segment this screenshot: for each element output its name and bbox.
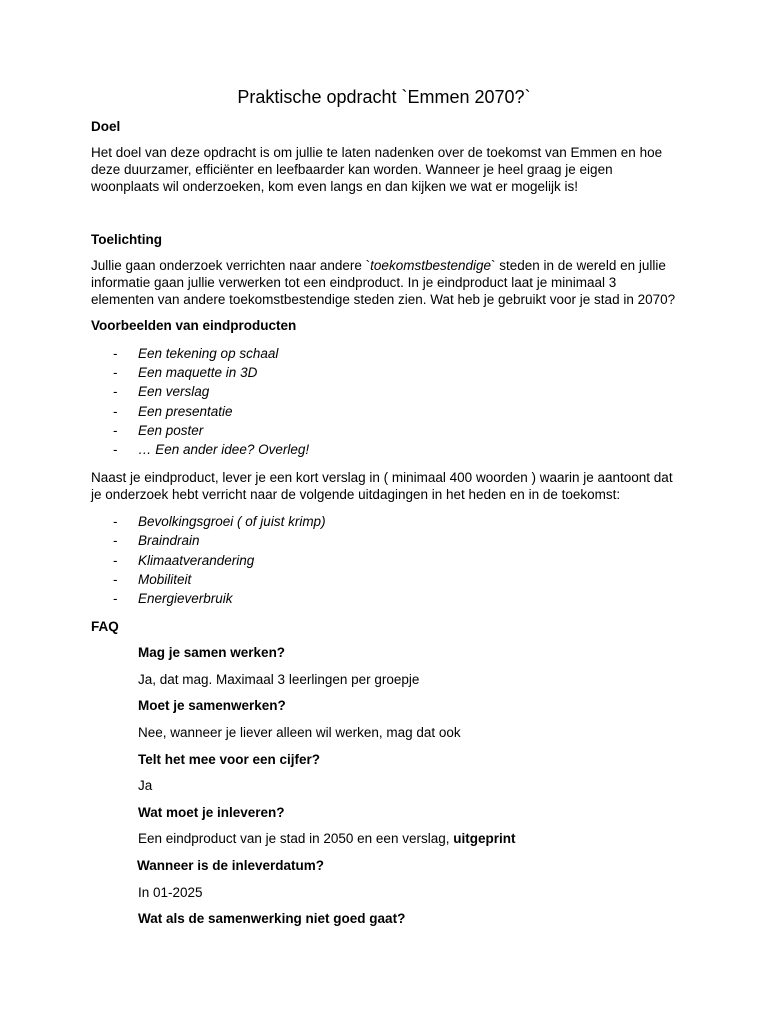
- list-dash: -: [113, 514, 118, 529]
- doel-paragraph: Het doel van deze opdracht is om jullie te laten nadenken over de toekomst van Emmen en hoe deze duurzamer, efficiënter en leefbaarder kan worden. Wanneer je heel graag je eigen woonplaats wil onderzoeken, kom even langs en dan kijken we wat er mogelijk is!: [91, 145, 663, 194]
- page-title: Praktische opdracht `Emmen 2070?`: [237, 87, 531, 107]
- list-item: … Een ander idee? Overleg!: [138, 442, 310, 457]
- toelichting-text-after: ` steden in de wereld en jullie informatie gaan jullie verwerken tot een eindproduct. In je eindproduct laat je minimaal 3 elementen van andere toekomstbestendige steden zien. Wat heb je gebruikt voor je stad in 2070?: [91, 258, 676, 307]
- verslag-paragraph: Naast je eindproduct, lever je een kort verslag in ( minimaal 400 woorden ) waarin je aantoont dat je onderzoek hebt verricht naar de volgende uitdagingen in het heden en in de toekomst:: [91, 470, 673, 502]
- toelichting-heading: Toelichting: [91, 232, 162, 247]
- faq-question: Moet je samenwerken?: [138, 698, 286, 713]
- list-dash: -: [113, 346, 118, 361]
- faq-question: Telt het mee voor een cijfer?: [138, 752, 321, 767]
- voorbeelden-heading: Voorbeelden van eindproducten: [91, 318, 297, 333]
- faq-answer: In 01-2025: [138, 885, 203, 900]
- faq-answer: [138, 830, 515, 847]
- list-item: Mobiliteit: [138, 572, 192, 587]
- list-item: Een verslag: [138, 384, 210, 399]
- list-dash: -: [113, 533, 118, 548]
- list-item: Een poster: [138, 423, 204, 438]
- list-item: Braindrain: [138, 533, 200, 548]
- list-item: Energieverbruik: [138, 591, 233, 606]
- doel-heading: Doel: [91, 119, 121, 134]
- toelichting-text-italic: toekomstbestendige: [370, 258, 491, 273]
- faq-question: Wat moet je inleveren?: [138, 805, 285, 820]
- faq-answer: Nee, wanneer je liever alleen wil werken, mag dat ook: [138, 725, 461, 740]
- list-item: Een presentatie: [138, 404, 233, 419]
- list-item: Een maquette in 3D: [138, 365, 258, 380]
- list-dash: -: [113, 572, 118, 587]
- faq-answer-plain: Een eindproduct van je stad in 2050 en een verslag,: [138, 831, 454, 846]
- list-item: Een tekening op schaal: [138, 346, 279, 361]
- faq-question: Wanneer is de inleverdatum?: [137, 858, 325, 873]
- faq-heading: FAQ: [91, 619, 119, 634]
- list-dash: -: [113, 384, 118, 399]
- toelichting-text-before: Jullie gaan onderzoek verrichten naar andere `: [91, 258, 371, 273]
- faq-answer-bold: uitgeprint: [453, 831, 516, 846]
- faq-question: Wat als de samenwerking niet goed gaat?: [138, 911, 406, 926]
- list-dash: -: [113, 591, 118, 606]
- faq-answer: Ja, dat mag. Maximaal 3 leerlingen per groepje: [138, 672, 420, 687]
- faq-answer: Ja: [138, 778, 153, 793]
- list-item: Klimaatverandering: [138, 553, 255, 568]
- list-dash: -: [113, 442, 118, 457]
- list-dash: -: [113, 553, 118, 568]
- list-dash: -: [113, 365, 118, 380]
- list-item: Bevolkingsgroei ( of juist krimp): [138, 514, 326, 529]
- toelichting-paragraph: [91, 257, 683, 308]
- list-dash: -: [113, 423, 118, 438]
- faq-question: Mag je samen werken?: [138, 645, 286, 660]
- list-dash: -: [113, 404, 118, 419]
